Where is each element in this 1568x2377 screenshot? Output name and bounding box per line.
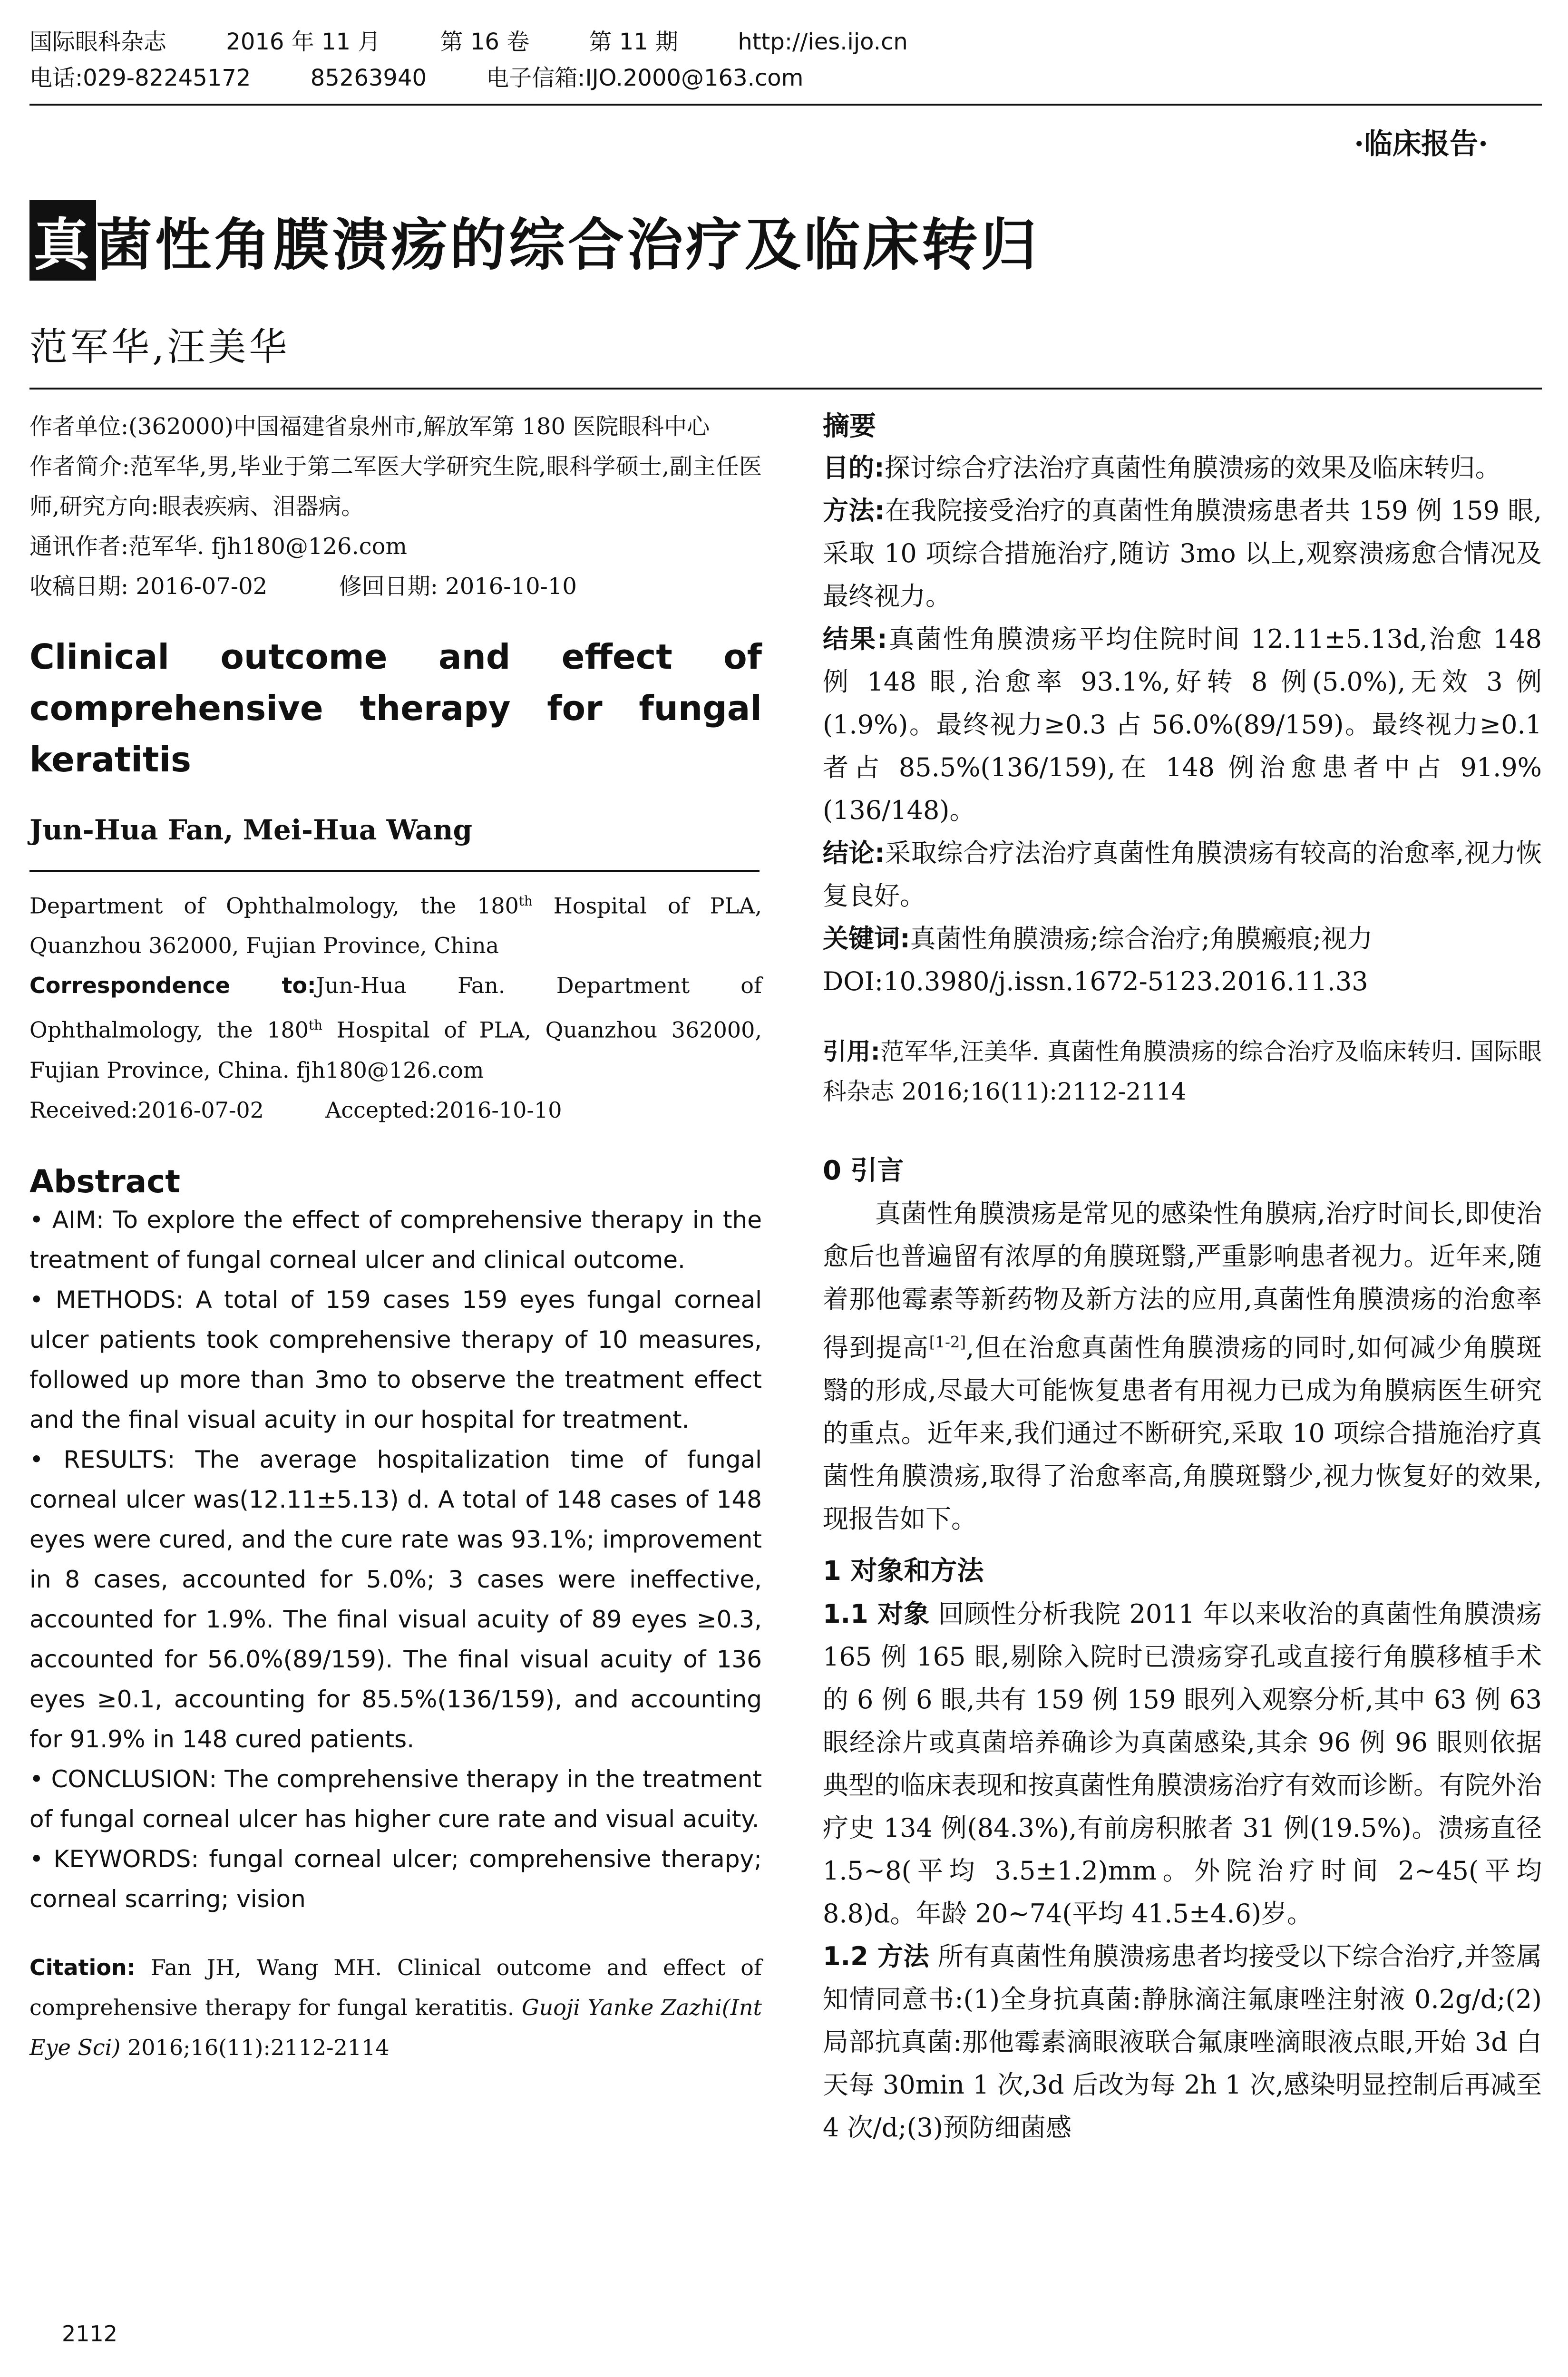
citation-text-2: 2016;16(11):2112-2114 bbox=[120, 2034, 390, 2060]
methods-heading: 1 对象和方法 bbox=[823, 1556, 984, 1587]
intro-ref[interactable]: [1-2] bbox=[929, 1333, 966, 1351]
abstract-conclusion: • CONCLUSION: The comprehensive therapy in the treatment of fungal corneal ulcer has higher cure rate and visual acuity. bbox=[29, 1765, 762, 1833]
citation-cn-label: 引用: bbox=[823, 1038, 880, 1065]
dates-en bbox=[29, 1090, 762, 1130]
department-en bbox=[29, 881, 762, 965]
issue: 第 11 期 bbox=[589, 29, 679, 55]
issue-date: 2016 年 11 月 bbox=[226, 29, 381, 55]
authors-cn: 范军华,汪美华 bbox=[29, 325, 290, 369]
abstract-aim: • AIM: To explore the effect of comprehensive therapy in the treatment of fungal corneal ulcer and clinical outcome. bbox=[29, 1206, 762, 1274]
title-first-char: 真 bbox=[29, 200, 96, 281]
header-divider bbox=[29, 104, 1542, 106]
methods-text: 在我院接受治疗的真菌性角膜溃疡患者共 159 例 159 眼,采取 10 项综合措施治疗,随访 3mo 以上,观察溃疡愈合情况及最终视力。 bbox=[823, 496, 1542, 611]
results-label: 结果: bbox=[823, 624, 887, 654]
section-1-1-label: 1.1 对象 bbox=[823, 1599, 930, 1629]
received-cn: 收稿日期: 2016-07-02 bbox=[29, 573, 268, 600]
conclusion-text: 采取综合疗法治疗真菌性角膜溃疡有较高的治愈率,视力恢复良好。 bbox=[823, 838, 1542, 911]
correspondence-text: Jun-Hua Fan. Department of Ophthalmology, the 180 bbox=[29, 973, 762, 1043]
abstract-keywords: • KEYWORDS: fungal corneal ulcer; comprehensive therapy; corneal scarring; vision bbox=[29, 1845, 762, 1913]
intro-heading: 0 引言 bbox=[823, 1155, 904, 1186]
section-1-2-label: 1.2 方法 bbox=[823, 1941, 929, 1971]
abstract-cn-results bbox=[823, 618, 1542, 832]
abstract-cn-keywords bbox=[823, 917, 1542, 960]
section-tag: ·临床报告· bbox=[1354, 127, 1488, 161]
doi[interactable]: DOI:10.3980/j.issn.1672-5123.2016.11.33 bbox=[823, 966, 1368, 996]
aim-label: 目的: bbox=[823, 453, 885, 483]
abstract-cn-aim bbox=[823, 447, 1542, 489]
aim-text: 探讨综合疗法治疗真菌性角膜溃疡的效果及临床转归。 bbox=[884, 453, 1501, 483]
journal-url[interactable]: http://ies.ijo.cn bbox=[738, 29, 908, 55]
page-number: 2112 bbox=[62, 2321, 118, 2347]
article-title bbox=[29, 200, 1040, 281]
section-1-2 bbox=[823, 1935, 1542, 2149]
keywords-text: 真菌性角膜溃疡;综合治疗;角膜瘢痕;视力 bbox=[910, 924, 1373, 954]
left-column bbox=[29, 407, 762, 2067]
email[interactable]: 电子信箱:IJO.2000@163.com bbox=[486, 65, 804, 91]
citation-cn bbox=[823, 1032, 1542, 1111]
correspondence-cn: 通讯作者:范军华. fjh180@126.com bbox=[29, 533, 408, 560]
english-title-line2: comprehensive therapy for fungal keratitis bbox=[29, 688, 762, 779]
title-divider bbox=[29, 388, 1542, 390]
abstract-methods: • METHODS: A total of 159 cases 159 eyes fungal corneal ulcer patients took comprehensive therapy of 10 measures, followed up more than 3mo to observe the treatment effect and the final visual acuity in our hospital for treatment. bbox=[29, 1286, 762, 1433]
citation-en bbox=[29, 1948, 762, 2067]
journal-header bbox=[29, 24, 1542, 96]
department-text-2: Hospital of PLA, Quanzhou 362000, Fujian Province, China bbox=[29, 893, 762, 959]
abstract-cn-methods bbox=[823, 489, 1542, 618]
department-sup: th bbox=[518, 893, 533, 909]
received-en: Received:2016-07-02 bbox=[29, 1097, 264, 1123]
revised-cn: 修回日期: 2016-10-10 bbox=[339, 573, 577, 600]
correspondence-sup: th bbox=[309, 1017, 322, 1033]
correspondence-text-2: Hospital of PLA, Quanzhou 362000, Fujian Province, China. fjh180@126.com bbox=[29, 1017, 762, 1083]
journal-name: 国际眼科杂志 bbox=[29, 29, 167, 55]
title-rest: 菌性角膜溃疡的综合治疗及临床转归 bbox=[96, 212, 1040, 278]
section-1-1 bbox=[823, 1593, 1542, 1935]
affiliation: 作者单位:(362000)中国福建省泉州市,解放军第 180 医院眼科中心 bbox=[29, 413, 710, 440]
dates-cn bbox=[29, 566, 762, 606]
correspondence-label: Correspondence to: bbox=[29, 973, 316, 999]
phone: 电话:029-82245172 bbox=[29, 65, 251, 91]
accepted-en: Accepted:2016-10-10 bbox=[325, 1097, 562, 1123]
citation-cn-text: 范军华,汪美华. 真菌性角膜溃疡的综合治疗及临床转归. 国际眼科杂志 2016;16(11):2112-2114 bbox=[823, 1038, 1542, 1105]
abstract-results: • RESULTS: The average hospitalization time of fungal corneal ulcer was(12.11±5.13) d. A total of 148 cases of 148 eyes were cured, and the cure rate was 93.1%; improvement in 8 cases, accounted for 5.0%; 3 cases were ineffective, accounted for 1.9%. The final visual acuity of 89 eyes ≥0.3, accounted for 56.0%(89/159). The final visual acuity of 136 eyes ≥0.1, accounting for 85.5%(136/159), and accounting for 91.9% in 148 cured patients. bbox=[29, 1445, 762, 1753]
authors-divider bbox=[29, 870, 760, 872]
results-text: 真菌性角膜溃疡平均住院时间 12.11±5.13d,治愈 148 例 148 眼,治愈率 93.1%,好转 8 例(5.0%),无效 3 例(1.9%)。最终视力≥0.3 占 56.0%(89/159)。最终视力≥0.1 者占 85.5%(136/159),在 148 例治愈患者中占 91.9%(136/148)。 bbox=[823, 624, 1542, 825]
intro-text: 真菌性角膜溃疡是常见的感染性角膜病,治疗时间长,即使治愈后也普遍留有浓厚的角膜斑翳,严重影响患者视力。近年来,随着那他霉素等新药物及新方法的应用,真菌性角膜溃疡的治愈率得到提高 bbox=[823, 1198, 1542, 1363]
author-bio: 作者简介:范军华,男,毕业于第二军医大学研究生院,眼科学硕士,副主任医师,研究方向:眼表疾病、泪器病。 bbox=[29, 453, 762, 520]
section-1-2-text: 所有真菌性角膜溃疡患者均接受以下综合治疗,并签属知情同意书:(1)全身抗真菌:静脉滴注氟康唑注射液 0.2g/d;(2)局部抗真菌:那他霉素滴眼液联合氟康唑滴眼液点眼,开始 3d 白天每 30min 1 次,3d 后改为每 2h 1 次,感染明显控制后再减至 4 次/d;(3)预防细菌感 bbox=[823, 1941, 1542, 2143]
abstract-cn-heading: 摘要 bbox=[823, 411, 876, 442]
citation-text: Fan JH, Wang MH. Clinical outcome and effect of comprehensive therapy for fungal keratitis. bbox=[29, 1954, 762, 2020]
abstract-heading: Abstract bbox=[29, 1163, 180, 1200]
english-authors: Jun-Hua Fan, Mei-Hua Wang bbox=[29, 814, 473, 846]
intro-paragraph bbox=[823, 1192, 1542, 1540]
methods-label: 方法: bbox=[823, 496, 885, 526]
abstract-cn-conclusion bbox=[823, 832, 1542, 917]
keywords-label: 关键词: bbox=[823, 924, 910, 954]
phone-2: 85263940 bbox=[310, 65, 427, 91]
right-column bbox=[823, 407, 1542, 2149]
citation-journal: Guoji Yanke Zazhi(Int Eye Sci) bbox=[29, 1994, 762, 2060]
english-title-line1: Clinical outcome and effect of bbox=[29, 637, 762, 677]
department-text: Department of Ophthalmology, the 180 bbox=[29, 893, 519, 919]
conclusion-label: 结论: bbox=[823, 838, 885, 868]
correspondence-en bbox=[29, 965, 762, 1090]
citation-label: Citation: bbox=[29, 1954, 136, 1980]
intro-text-2: ,但在治愈真菌性角膜溃疡的同时,如何减少角膜斑翳的形成,尽最大可能恢复患者有用视力已成为角膜病医生研究的重点。近年来,我们通过不断研究,采取 10 项综合措施治疗真菌性角膜溃疡,取得了治愈率高,角膜斑翳少,视力恢复好的效果,现报告如下。 bbox=[823, 1333, 1542, 1534]
volume: 第 16 卷 bbox=[440, 29, 530, 55]
section-1-1-text: 回顾性分析我院 2011 年以来收治的真菌性角膜溃疡 165 例 165 眼,剔除入院时已溃疡穿孔或直接行角膜移植手术的 6 例 6 眼,共有 159 例 159 眼列入观察分析,其中 63 例 63 眼经涂片或真菌培养确诊为真菌感染,其余 96 例 96 眼则依据典型的临床表现和按真菌性角膜溃疡治疗有效而诊断。有院外治疗史 134 例(84.3%),有前房积脓者 31 例(19.5%)。溃疡直径 1.5~8(平均 3.5±1.2)mm。外院治疗时间 2~45(平均 8.8)d。年龄 20~74(平均 41.5±4.6)岁。 bbox=[823, 1599, 1542, 1929]
english-title bbox=[29, 631, 762, 785]
